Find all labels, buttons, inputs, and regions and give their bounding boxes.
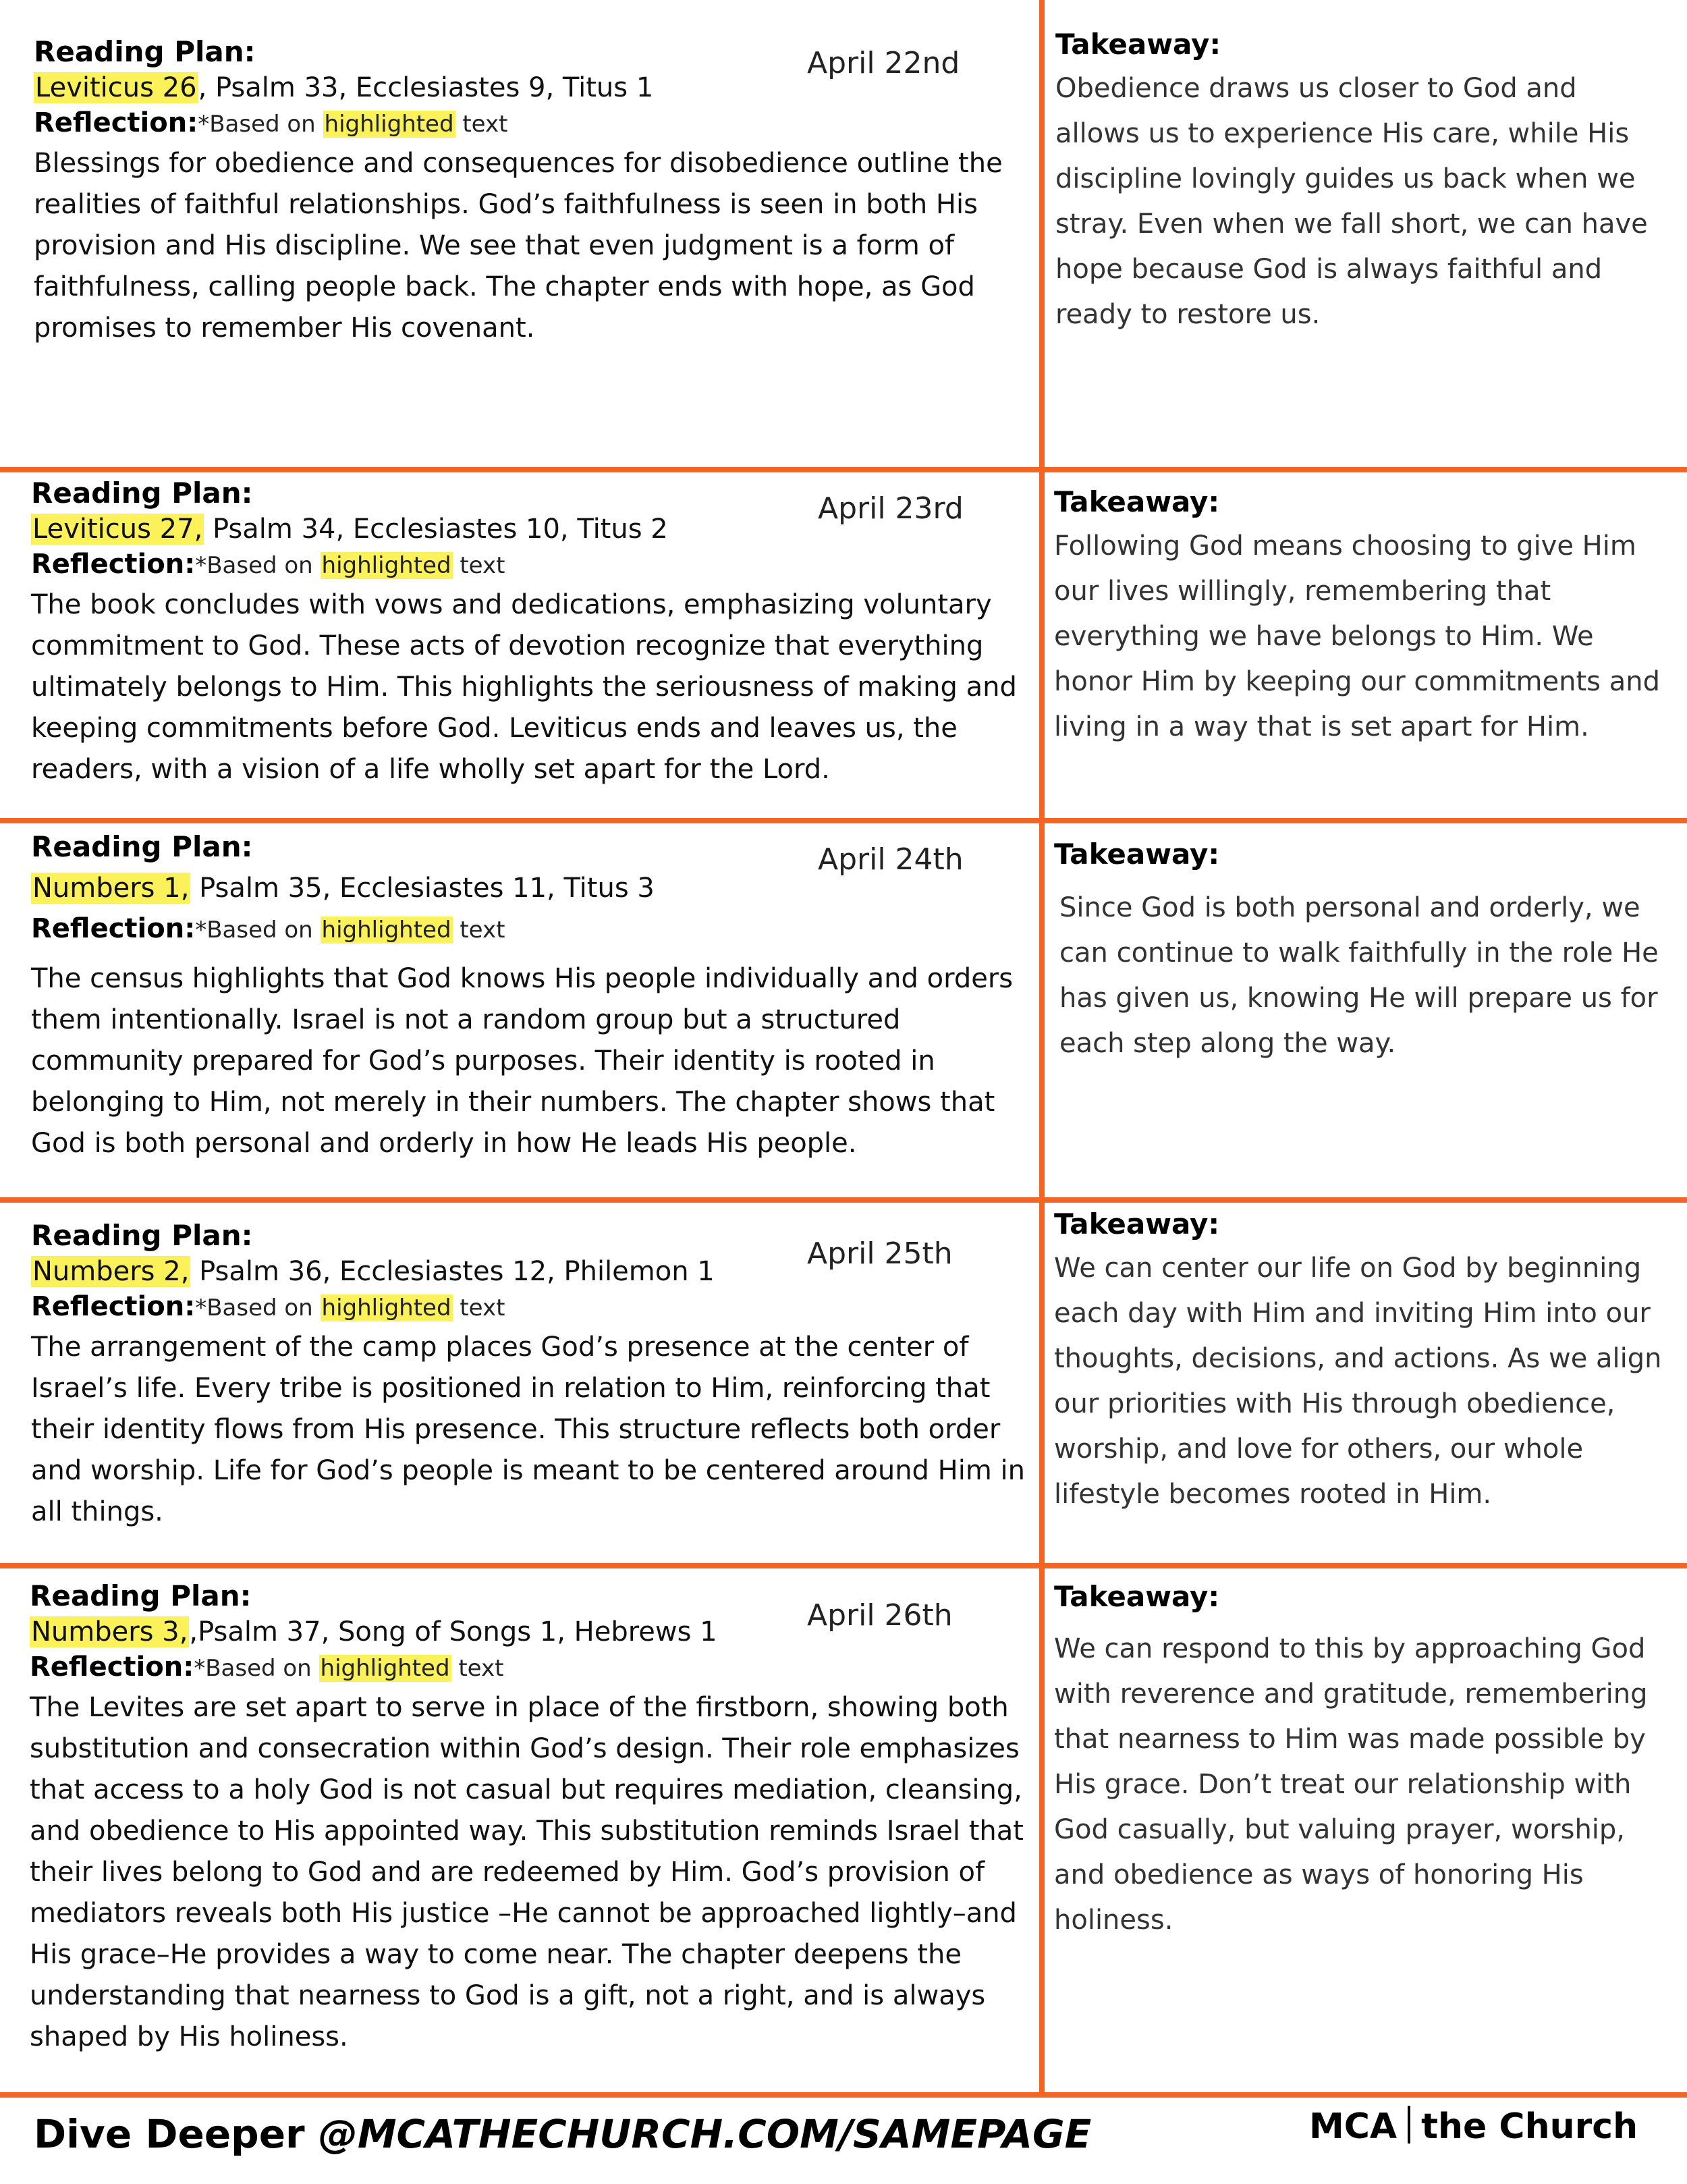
takeaway-label: Takeaway:	[1054, 1580, 1220, 1613]
takeaway-april-24	[1054, 837, 1668, 1066]
takeaway-april-25	[1054, 1207, 1668, 1517]
reflection-note-prefix: *Based on	[195, 917, 321, 944]
reading-plan-label: Reading Plan:	[31, 476, 253, 510]
takeaway-label: Takeaway:	[1054, 485, 1220, 518]
reflection-heading	[34, 107, 1026, 140]
reflection-note-prefix: *Based on	[195, 552, 321, 579]
reflection-note-prefix: *Based on	[194, 1655, 319, 1682]
entry-date: April 25th	[807, 1236, 953, 1271]
reading-plan-label: Reading Plan:	[30, 1579, 252, 1612]
reflection-text: The Levites are set apart to serve in place of the firstborn, showing both substitution and consecration within God’s design. Their role emphasizes that access to a holy God is not casual but requires mediation, cleansing, and obedience to His appointed way. This substitution reminds Israel that their lives belong to God and are redeemed by Him. God’s provision of mediators reveals both His justice –He cannot be approached lightly–and His grace–He provides a way to come near. The chapter deepens the understanding that nearness to God is a gift, not a right, and is always shaped by His holiness.	[30, 1692, 1024, 2052]
row-divider	[0, 818, 1687, 823]
brand-church: the Church	[1421, 2106, 1638, 2147]
reading-entry-april-26	[30, 1579, 1035, 2058]
highlighted-reading: Numbers 3,	[31, 1616, 188, 1647]
church-brand	[1309, 2106, 1638, 2147]
reflection-label: Reflection:	[31, 549, 196, 580]
dive-deeper-footer	[34, 2111, 1091, 2157]
highlighted-reading: Leviticus 26	[35, 72, 197, 103]
reading-entry-april-24	[31, 830, 1036, 1164]
reflection-text: The arrangement of the camp places God’s presence at the center of Israel’s life. Every tribe is positioned in relation to Him, reinforcing that their identity flows from His presence. This structure reflects both order and worship. Life for God’s people is meant to be centered around Him in all things.	[31, 1332, 1025, 1527]
reading-plan-label: Reading Plan:	[31, 830, 253, 863]
reflection-note-suffix: text	[452, 552, 505, 579]
other-readings: Psalm 34, Ecclesiastes 10, Titus 2	[204, 514, 668, 545]
entry-date: April 26th	[807, 1598, 953, 1633]
reflection-heading	[31, 1290, 1026, 1324]
reflection-text: The census highlights that God knows His people individually and orders them intentionally. Israel is not a random group but a structured community prepared for God’s purposes. Their identity is rooted in belonging to Him, not merely in their numbers. The chapter shows that God is both personal and orderly in how He leads His people.	[31, 963, 1014, 1159]
other-readings: , Psalm 33, Ecclesiastes 9, Titus 1	[198, 72, 654, 103]
row-divider	[0, 2092, 1687, 2098]
reflection-note-suffix: text	[452, 1294, 505, 1321]
reflection-text: The book concludes with vows and dedications, emphasizing voluntary commitment to God. These acts of devotion recognize that everything ultimately belongs to Him. This highlights the seriousness of making and keeping commitments before God. Leviticus ends and leaves us, the readers, with a vision of a life wholly set apart for the Lord.	[31, 589, 1017, 785]
entry-date: April 22nd	[807, 46, 960, 80]
row-divider	[0, 1197, 1687, 1203]
other-readings: Psalm 36, Ecclesiastes 12, Philemon 1	[190, 1256, 715, 1287]
brand-separator	[1408, 2106, 1410, 2144]
row-divider	[0, 467, 1687, 472]
takeaway-text: We can respond to this by approaching God with reverence and gratitude, remembering that nearness to Him was made possible by His grace. Don’t treat our relationship with God casually, but valuing prayer, worship, and obedience as ways of honoring His holiness.	[1054, 1633, 1648, 1936]
brand-mca: MCA	[1309, 2106, 1398, 2147]
reflection-note-highlight: highlighted	[320, 1655, 450, 1682]
takeaway-text: Following God means choosing to give Him our lives willingly, remembering that everything we have belongs to Him. We honor Him by keeping our commitments and living in a way that is set apart for Him.	[1054, 530, 1660, 742]
takeaway-label: Takeaway:	[1055, 28, 1221, 61]
reflection-heading	[31, 548, 1026, 582]
highlighted-reading: Numbers 2,	[32, 1256, 190, 1287]
website-link[interactable]: @MCATHECHURCH.COM/SAMEPAGE	[318, 2111, 1092, 2157]
takeaway-text: Obedience draws us closer to God and allows us to experience His care, while His discipline lovingly guides us back when we stray. Even when we fall short, we can have hope because God is always faithful and ready to restore us.	[1055, 73, 1648, 330]
other-readings: Psalm 35, Ecclesiastes 11, Titus 3	[190, 873, 655, 904]
takeaway-text: We can center our life on God by beginning each day with Him and inviting Him into our thoughts, decisions, and actions. As we align our priorities with His through obedience, worship, and love for others, our whole lifestyle becomes rooted in Him.	[1054, 1253, 1662, 1510]
reading-plan-label: Reading Plan:	[34, 35, 256, 68]
reflection-note-highlight: highlighted	[324, 111, 454, 138]
takeaway-label: Takeaway:	[1054, 838, 1220, 871]
entry-date: April 24th	[818, 842, 964, 877]
takeaway-april-23	[1054, 485, 1668, 750]
highlighted-reading: Numbers 1,	[32, 873, 190, 904]
reflection-note-highlight: highlighted	[321, 1294, 451, 1321]
reading-plan-label: Reading Plan:	[31, 1219, 253, 1252]
reflection-label: Reflection:	[30, 1651, 194, 1683]
reflection-note-suffix: text	[451, 1655, 504, 1682]
reflection-label: Reflection:	[34, 107, 198, 138]
column-divider	[1039, 0, 1045, 2098]
reflection-label: Reflection:	[31, 913, 196, 944]
reflection-note-prefix: *Based on	[198, 111, 323, 138]
reflection-label: Reflection:	[31, 1291, 196, 1322]
reflection-heading	[30, 1651, 1035, 1685]
row-divider	[0, 1563, 1687, 1568]
takeaway-april-26	[1054, 1579, 1668, 1943]
reflection-text: Blessings for obedience and consequences for disobedience outline the realities of faithful relationships. God’s faithfulness is seen in both His provision and His discipline. We see that even judgment is a form of faithfulness, calling people back. The chapter ends with hope, as God promises to remember His covenant.	[34, 148, 1003, 344]
reflection-note-suffix: text	[455, 111, 508, 138]
takeaway-label: Takeaway:	[1054, 1207, 1220, 1240]
reflection-note-suffix: text	[452, 917, 505, 944]
reflection-note-prefix: *Based on	[195, 1294, 321, 1321]
highlighted-reading: Leviticus 27,	[32, 514, 203, 545]
dive-deeper-label: Dive Deeper	[34, 2111, 319, 2157]
entry-date: April 23rd	[818, 491, 964, 526]
takeaway-text: Since God is both personal and orderly, we can continue to walk faithfully in the role He has given us, knowing He will prepare us for each step along the way.	[1059, 892, 1659, 1059]
takeaway-april-22	[1055, 27, 1663, 337]
reflection-note-highlight: highlighted	[321, 552, 451, 579]
reflection-note-highlight: highlighted	[321, 917, 451, 944]
reflection-heading	[31, 912, 1036, 946]
other-readings: ,Psalm 37, Song of Songs 1, Hebrews 1	[189, 1616, 717, 1647]
reading-entry-april-22	[34, 35, 1026, 349]
